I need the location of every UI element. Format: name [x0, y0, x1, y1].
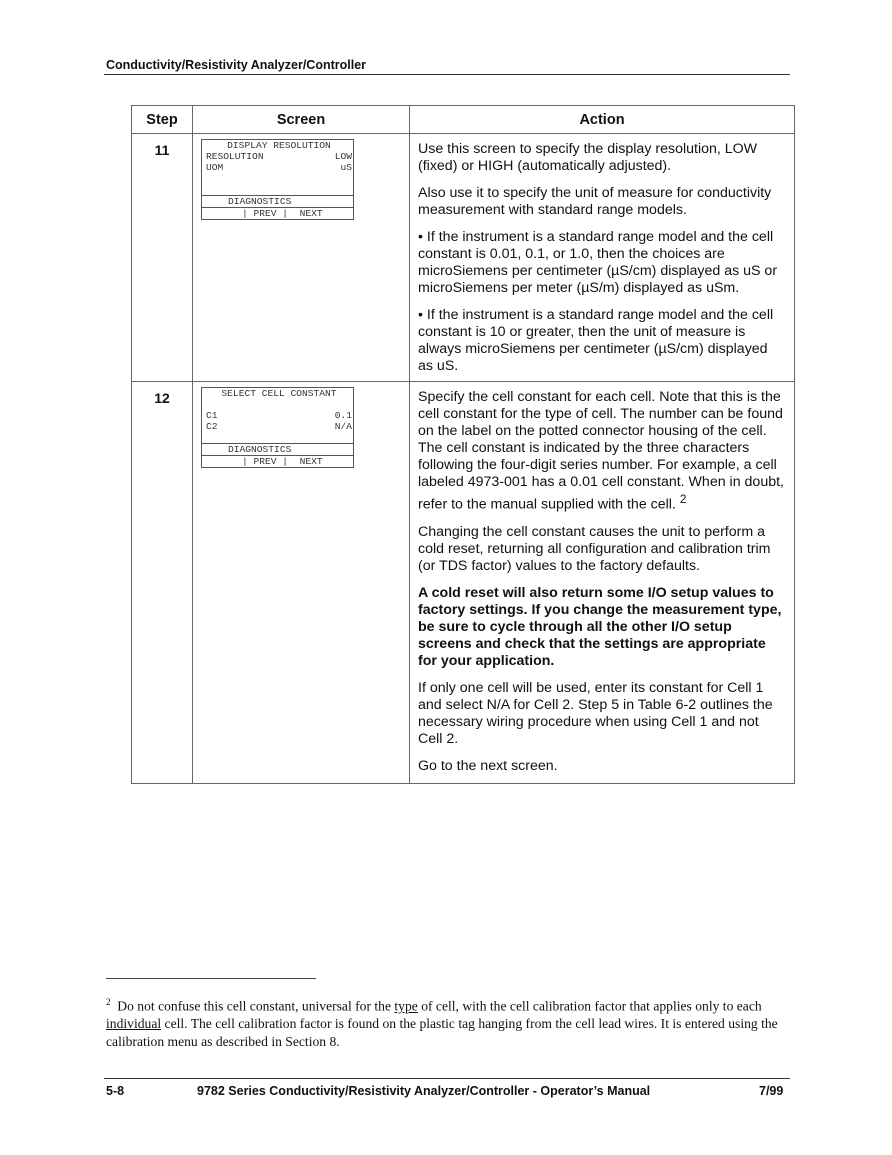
footnote-number: 2: [106, 997, 111, 1007]
col-header-action: Action: [410, 106, 795, 134]
footnote-underline: individual: [106, 1016, 162, 1032]
lcd-line: [202, 410, 353, 421]
page-number: 5-8: [106, 1084, 125, 1098]
action-paragraph: Changing the cell constant causes the unit to perform a cold reset, returning all configuration and calibration trim (or TDS factor) values to the factory defaults.: [418, 523, 771, 574]
action-bullet: • If the instrument is a standard range model and the cell constant is 0.01, 0.1, or 1.0, then the choices are microSiemens per centimeter (µS/cm) displayed as uS or microSiemens per meter (µS/m) displayed as uSm.: [418, 229, 778, 296]
table-header-row: [132, 106, 795, 134]
col-header-step: Step: [132, 106, 193, 134]
lcd-title: SELECT CELL CONSTANT: [221, 388, 337, 399]
lcd-title: DISPLAY RESOLUTION: [227, 140, 331, 151]
footnote-ref: 2: [679, 492, 687, 506]
procedure-table: [131, 105, 795, 784]
screen-cell: [193, 134, 410, 382]
lcd-label: UOM: [206, 162, 224, 173]
action-paragraph: Also use it to specify the unit of measure for conductivity measurement with standard range models.: [418, 185, 772, 218]
lcd-menu: DIAGNOSTICS: [202, 195, 353, 207]
lcd-nav: | PREV | NEXT: [202, 207, 353, 219]
table-row: [132, 134, 795, 382]
footnote-text: Do not confuse this cell constant, universal for the: [117, 998, 395, 1014]
action-paragraph: Go to the next screen.: [418, 757, 558, 774]
col-header-screen: Screen: [193, 106, 410, 134]
lcd-nav: | PREV | NEXT: [202, 455, 353, 467]
lcd-menu: DIAGNOSTICS: [202, 443, 353, 455]
action-paragraph: If only one cell will be used, enter its constant for Cell 1 and select N/A for Cell 2. Step 5 in Table 6-2 outlines the necessary wiring procedure when using Cell 1 and not Cell 2.: [418, 679, 773, 747]
step-number: 11: [132, 134, 193, 382]
screen-cell: [193, 382, 410, 784]
lcd-blank: [202, 173, 353, 184]
lcd-blank: [202, 184, 353, 195]
lcd-value: 0.1: [334, 410, 352, 421]
action-cell: [410, 134, 795, 382]
lcd-line: [202, 162, 353, 173]
action-text: Specify the cell constant for each cell. Note that this is the cell constant for the type of cell. The number can be found on the label on the potted connector housing of the cell. The cell constant is indicated by the three characters following the four-digit series number. For example, a cell labeled 4973-001 has a 0.01 cell constant. When in doubt, refer to the manual supplied with the cell.: [418, 389, 784, 513]
footnote: [106, 994, 786, 1050]
footer-rule: [104, 1078, 790, 1079]
lcd-blank: [202, 399, 353, 410]
lcd-label: C2: [206, 421, 218, 432]
lcd-line: [202, 151, 353, 162]
header-rule: [104, 74, 790, 75]
lcd-line: [202, 421, 353, 432]
footnote-rule: [106, 978, 316, 979]
action-bullet: • If the instrument is a standard range model and the cell constant is 10 or greater, then the unit of measure is always microSiemens per centimeter (µS/cm) displayed as uS.: [418, 307, 774, 374]
lcd-value: uS: [340, 162, 352, 173]
step-number: 12: [132, 382, 193, 784]
running-header: Conductivity/Resistivity Analyzer/Controller: [106, 58, 367, 72]
lcd-blank: [202, 432, 353, 443]
warning-paragraph: A cold reset will also return some I/O setup values to factory settings. If you change the measurement type, be sure to cycle through all the other I/O setup screens and check that the settings are appropriate for your application.: [418, 584, 782, 669]
footer-date: 7/99: [759, 1084, 784, 1098]
footnote-underline: type: [394, 998, 418, 1014]
table-row: [132, 382, 795, 784]
lcd-display-resolution: [201, 139, 354, 220]
lcd-value: N/A: [334, 421, 352, 432]
action-paragraph: [418, 389, 786, 514]
action-paragraph: Use this screen to specify the display resolution, LOW (fixed) or HIGH (automatically adjusted).: [418, 141, 758, 174]
lcd-label: C1: [206, 410, 218, 421]
footer-title: 9782 Series Conductivity/Resistivity Analyzer/Controller - Operator’s Manual: [197, 1084, 651, 1098]
action-cell: [410, 382, 795, 784]
lcd-label: RESOLUTION: [206, 151, 264, 162]
lcd-value: LOW: [334, 151, 352, 162]
lcd-select-cell-constant: [201, 387, 354, 468]
footnote-text: cell. The cell calibration factor is found on the plastic tag hanging from the cell lead wires. It is entered using the calibration menu as described in Section 8.: [106, 1016, 778, 1049]
footnote-text: of cell, with the cell calibration factor that applies only to each: [417, 998, 762, 1014]
